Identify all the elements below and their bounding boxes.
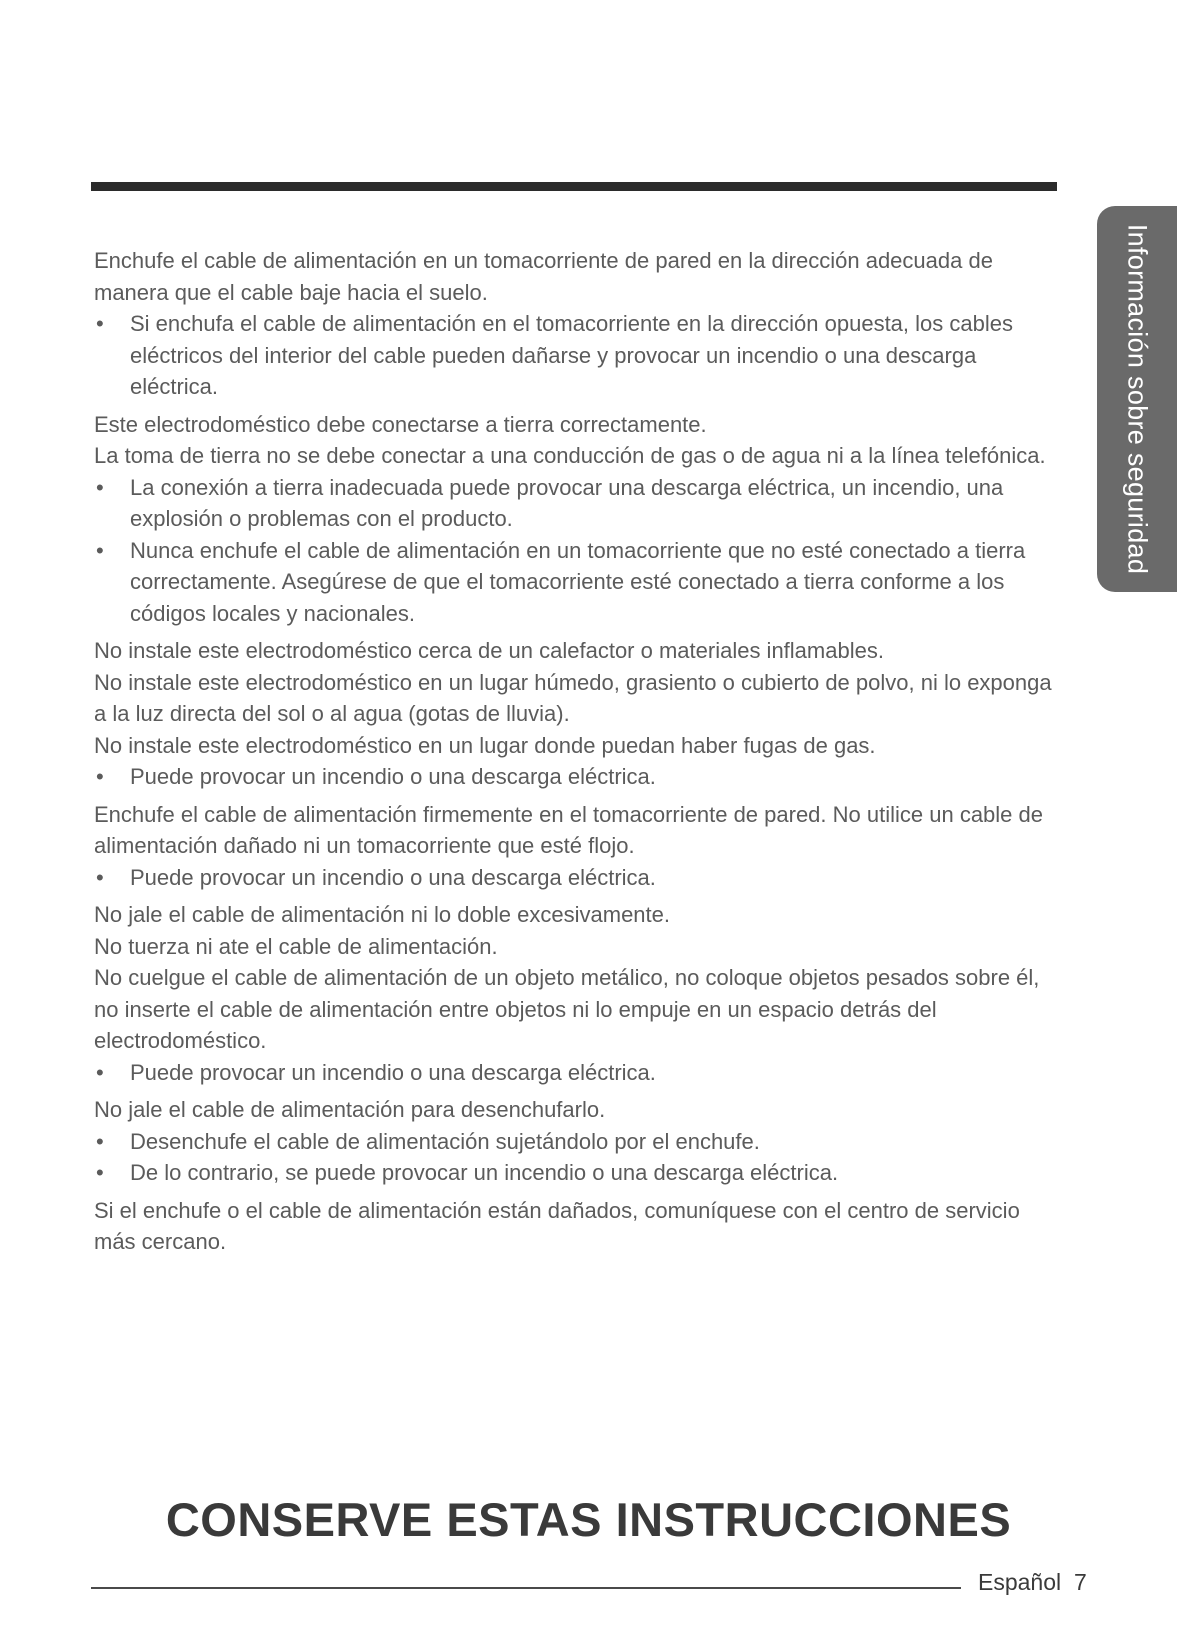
bullet-item: • Puede provocar un incendio o una descarga eléctrica. <box>94 1057 1054 1089</box>
section-side-tab[interactable] <box>1097 206 1177 592</box>
safety-group <box>94 799 1054 894</box>
safety-group <box>94 1094 1054 1189</box>
safety-paragraph: No instale este electrodoméstico en un lugar donde puedan haber fugas de gas. <box>94 732 876 758</box>
safety-paragraph: Este electrodoméstico debe conectarse a tierra correctamente. <box>94 411 707 437</box>
bullet-item: • Desenchufe el cable de alimentación sujetándolo por el enchufe. <box>94 1126 1054 1158</box>
bullet-item: • Puede provocar un incendio o una descarga eléctrica. <box>94 761 1054 793</box>
bullet-item: • Nunca enchufe el cable de alimentación en un tomacorriente que no esté conectado a tierra correctamente. Asegúrese de que el tomacorriente esté conectado a tierra conforme a los códigos locales y nacionales. <box>94 535 1054 630</box>
safety-paragraph: No tuerza ni ate el cable de alimentación. <box>94 933 498 959</box>
bullet-list <box>94 761 1054 793</box>
safety-group <box>94 409 1054 630</box>
keep-instructions-heading: CONSERVE ESTAS INSTRUCCIONES <box>165 1493 1012 1546</box>
bullet-item: • De lo contrario, se puede provocar un incendio o una descarga eléctrica. <box>94 1157 1054 1189</box>
safety-group <box>94 635 1054 793</box>
bullet-list <box>94 472 1054 630</box>
safety-content <box>94 245 1054 1264</box>
bullet-list <box>94 862 1054 894</box>
bullet-item: • La conexión a tierra inadecuada puede provocar una descarga eléctrica, un incendio, una explosión o problemas con el producto. <box>94 472 1054 535</box>
safety-paragraph: Enchufe el cable de alimentación en un tomacorriente de pared en la dirección adecuada de manera que el cable baje hacia el suelo. <box>94 248 993 305</box>
bullet-list <box>94 1057 1054 1089</box>
safety-paragraph: La toma de tierra no se debe conectar a una conducción de gas o de agua ni a la línea telefónica. <box>94 443 1046 468</box>
safety-paragraph: No cuelgue el cable de alimentación de un objeto metálico, no coloque objetos pesados sobre él, no inserte el cable de alimentación entre objetos ni lo empuje en un espacio detrás del electrodoméstico. <box>94 965 1040 1053</box>
safety-paragraph: No jale el cable de alimentación ni lo doble excesivamente. <box>94 902 671 927</box>
safety-paragraph: No instale este electrodoméstico cerca de un calefactor o materiales inflamables. <box>94 638 884 663</box>
top-rule <box>91 182 1057 191</box>
bullet-list <box>94 1126 1054 1189</box>
bullet-item: • Puede provocar un incendio o una descarga eléctrica. <box>94 862 1054 894</box>
bullet-list <box>94 308 1054 403</box>
safety-paragraph: Si el enchufe o el cable de alimentación están dañados, comuníquese con el centro de servicio más cercano. <box>94 1197 1020 1254</box>
safety-paragraph: No instale este electrodoméstico en un lugar húmedo, grasiento o cubierto de polvo, ni lo exponga a la luz directa del sol o al agua (gotas de lluvia). <box>94 669 1052 726</box>
safety-paragraph: Enchufe el cable de alimentación firmemente en el tomacorriente de pared. No utilice un cable de alimentación dañado ni un tomacorriente que esté flojo. <box>94 801 1043 858</box>
safety-group <box>94 245 1054 403</box>
safety-paragraph: No jale el cable de alimentación para desenchufarlo. <box>94 1097 606 1122</box>
footer-language: Español <box>978 1569 1062 1595</box>
bullet-item: • Si enchufa el cable de alimentación en el tomacorriente en la dirección opuesta, los cables eléctricos del interior del cable pueden dañarse y provocar un incendio o una descarga eléctrica. <box>94 308 1054 403</box>
bottom-rule <box>91 1587 961 1589</box>
section-side-tab-label: Información sobre seguridad <box>1122 223 1153 575</box>
safety-group <box>94 1195 1054 1258</box>
page-number: 7 <box>1074 1569 1087 1595</box>
safety-group <box>94 899 1054 1088</box>
